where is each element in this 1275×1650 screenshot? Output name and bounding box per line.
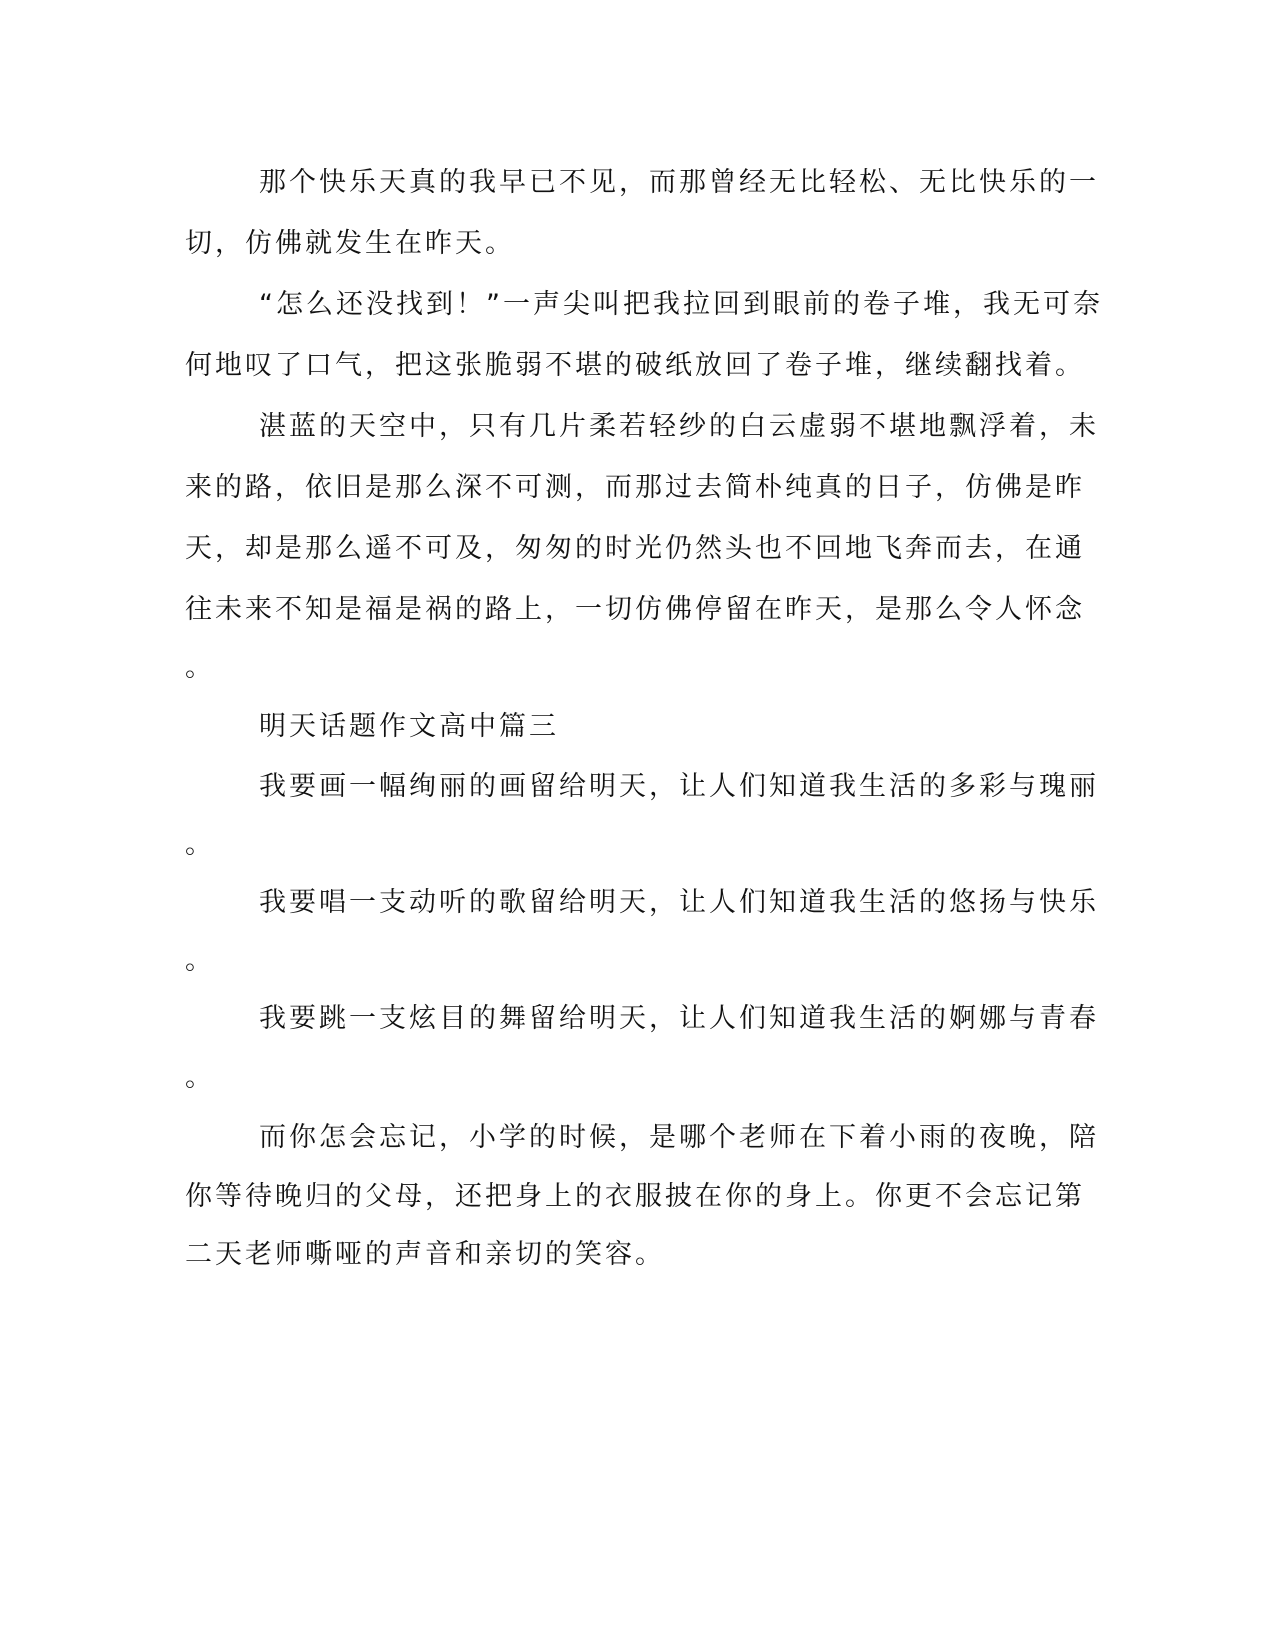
text-line: 何地叹了口气，把这张脆弱不堪的破纸放回了卷子堆，继续翻找着。 bbox=[185, 350, 1085, 381]
text-line: 湛蓝的天空中，只有几片柔若轻纱的白云虚弱不堪地飘浮着，未 bbox=[259, 411, 1099, 442]
text-line: 。 bbox=[185, 829, 215, 860]
text-line: 切，仿佛就发生在昨天。 bbox=[185, 228, 515, 259]
text-line: 我要画一幅绚丽的画留给明天，让人们知道我生活的多彩与瑰丽 bbox=[259, 771, 1099, 802]
text-line: 天，却是那么遥不可及，匆匆的时光仍然头也不回地飞奔而去，在通 bbox=[185, 533, 1085, 564]
body-text bbox=[185, 152, 1103, 1284]
text-line: 。 bbox=[185, 1062, 215, 1093]
text-line: 我要跳一支炫目的舞留给明天，让人们知道我生活的婀娜与青春 bbox=[259, 1003, 1099, 1034]
text-line: 我要唱一支动听的歌留给明天，让人们知道我生活的悠扬与快乐 bbox=[259, 887, 1099, 918]
text-line: 。 bbox=[185, 652, 215, 683]
text-line: 那个快乐天真的我早已不见，而那曾经无比轻松、无比快乐的一 bbox=[259, 167, 1099, 198]
text-line: 而你怎会忘记，小学的时候，是哪个老师在下着小雨的夜晚，陪 bbox=[259, 1122, 1099, 1153]
text-line: “怎么还没找到！”一声尖叫把我拉回到眼前的卷子堆，我无可奈 bbox=[259, 289, 1103, 320]
text-line: 你等待晚归的父母，还把身上的衣服披在你的身上。你更不会忘记第 bbox=[185, 1181, 1085, 1212]
text-line: 来的路，依旧是那么深不可测，而那过去简朴纯真的日子，仿佛是昨 bbox=[185, 472, 1085, 503]
text-line: 二天老师嘶哑的声音和亲切的笑容。 bbox=[185, 1239, 665, 1270]
section-heading: 明天话题作文高中篇三 bbox=[259, 711, 559, 742]
text-line: 。 bbox=[185, 945, 215, 976]
text-line: 往未来不知是福是祸的路上，一切仿佛停留在昨天，是那么令人怀念 bbox=[185, 594, 1085, 625]
